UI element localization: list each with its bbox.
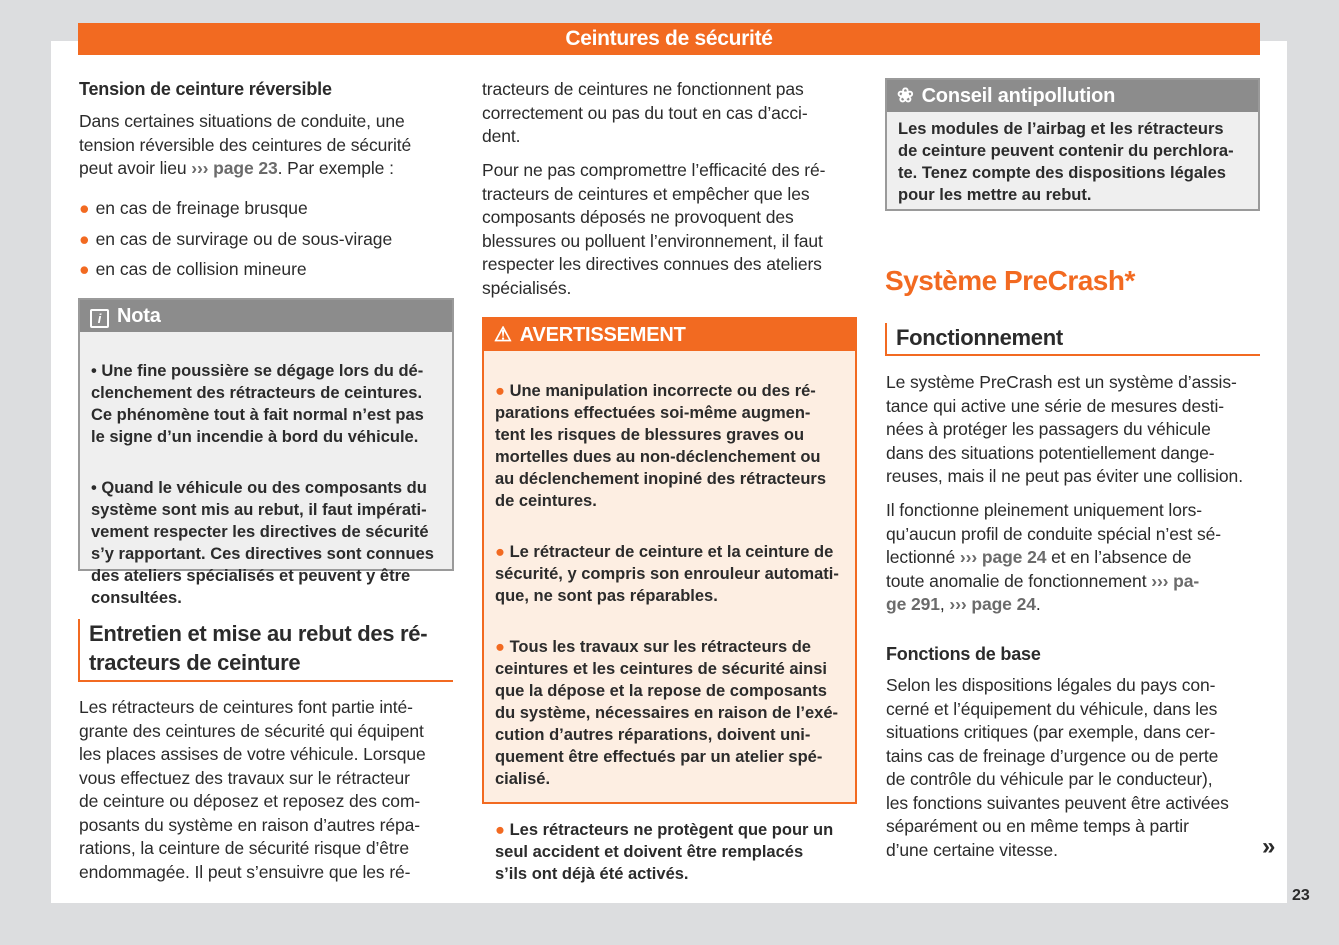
- bullet-icon: ●: [495, 382, 510, 400]
- section-heading-entretien: Entretien et mise au rebut des ré- tracteurs de ceinture: [78, 619, 453, 682]
- warning-header: ⚠ AVERTISSEMENT: [484, 319, 855, 351]
- bullet-item: ● en cas de collision mineure: [79, 259, 307, 279]
- paragraph: [886, 371, 1262, 489]
- conseil-box: [885, 78, 1260, 211]
- text-run: Le système PreCrash est un système d’assis- tance qui active une série de mesures desti- nées à protéger les passagers du véhicule dans des situations potentiellement dange- reuses, mais il ne peut pas éviter une collision.: [886, 372, 1243, 486]
- text-run: Selon les dispositions légales du pays con- cerné et l’équipement du véhicule, dans les situations critiques (par exemple, dans cer- tains cas de freinage d’urgence ou de perte de contrôle du véhicule par le conducteur), les fonctions suivantes peuvent être activées séparément ou en même temps à partir d’une certaine vitesse.: [886, 675, 1229, 860]
- warning-item: ● Une manipulation incorrecte ou des ré- parations effectuées soi-même augmen- tent les risques de blessures graves ou mortelles dues au non-déclenchement ou au déclenchement inopiné des rétracteurs de ceintures.: [495, 382, 827, 510]
- text-run: tracteurs de ceintures ne fonctionnent pas correctement ou pas du tout en cas d’acci- dent.: [482, 79, 808, 146]
- conseil-header: ❀ Conseil antipollution: [887, 80, 1258, 112]
- heading-fonctions-de-base: Fonctions de base: [886, 644, 1041, 664]
- warning-triangle-icon: ⚠: [494, 324, 512, 346]
- page-reference-link[interactable]: ››› pa- ge 291: [886, 570, 1200, 614]
- bullet-icon: ●: [79, 198, 90, 218]
- text-run: . Par exemple :: [277, 158, 394, 178]
- nota-header: i Nota: [80, 300, 452, 332]
- warning-item: ● Le rétracteur de ceinture et la ceinture de sécurité, y compris son enrouleur automati- que, ne sont pas réparables.: [495, 543, 839, 605]
- text-run: et en l’absence de toute anomalie de fonctionnement: [886, 547, 1192, 591]
- bullet-icon: ●: [79, 229, 90, 249]
- text-run: .: [1035, 594, 1041, 614]
- continue-mark: »: [1262, 833, 1276, 860]
- page-reference-link[interactable]: ››› page 23: [191, 158, 278, 178]
- paragraph: [886, 674, 1262, 862]
- warning-box: [482, 317, 857, 883]
- paragraph: [482, 159, 858, 300]
- page-reference-link[interactable]: ››› page 24: [949, 594, 1036, 614]
- conseil-text: Les modules de l’airbag et les rétracteurs de ceinture peuvent contenir du perchlora- te. Tenez compte des dispositions légales pour les mettre au rebut.: [898, 120, 1234, 204]
- flower-icon: ❀: [897, 85, 914, 107]
- bullet-item: ● en cas de survirage ou de sous-virage: [79, 229, 393, 249]
- text-run: Pour ne pas compromettre l’efficacité des ré- tracteurs de ceintures et empêcher que les composants déposés ne provoquent des blessures ou polluent l’environnement, il faut respecter les directives connues des ateliers spécialisés.: [482, 160, 826, 298]
- nota-item: • Une fine poussière se dégage lors du dé- clenchement des rétracteurs de ceintures. Ce phénomène tout à fait normal n’est pas le signe d’un incendie à bord du véhicule.: [91, 362, 424, 446]
- warning-item: ● Tous les travaux sur les rétracteurs de ceintures et les ceintures de sécurité ainsi que la dépose et la repose de composants du système, nécessaires en raison de l’exé- cution d’autres réparations, doivent uni- quement être effectués par un atelier spé- cialisé.: [495, 638, 839, 788]
- nota-item: • Quand le véhicule ou des composants du système sont mis au rebut, il faut impérati- vement respecter les directives de sécurité s’y rapportant. Ces directives sont connues des ateliers spécialisés et peuvent y être consultées.: [91, 479, 434, 607]
- bullet-icon: ●: [495, 638, 510, 656]
- text-run: ,: [939, 594, 950, 614]
- paragraph: [79, 696, 455, 884]
- paragraph: [482, 78, 858, 149]
- text-run: Il fonctionne pleinement uniquement lors- qu’aucun profil de conduite spécial n’est sé- lectionné: [886, 500, 1222, 567]
- section-title-precrash: Système PreCrash*: [885, 265, 1135, 296]
- bullet-item: ● en cas de freinage brusque: [79, 198, 308, 218]
- bullet-icon: ●: [79, 259, 90, 279]
- paragraph: [886, 499, 1262, 617]
- nota-box: [78, 298, 454, 607]
- paragraph: [79, 110, 455, 181]
- chapter-header: Ceintures de sécurité: [78, 23, 1260, 55]
- section-heading-tension: Tension de ceinture réversible: [79, 79, 332, 99]
- info-icon: i: [90, 309, 109, 328]
- warning-item: ● Les rétracteurs ne protègent que pour un seul accident et doivent être remplacés s’ils ont déjà été activés.: [495, 821, 834, 883]
- page-number: 23: [1292, 887, 1310, 904]
- text-run: Les rétracteurs de ceintures font partie inté- grante des ceintures de sécurité qui équipent les places assises de votre véhicule. Lorsque vous effectuez des travaux sur le rétracteur de ceinture ou déposez et reposez des com- posants du système en raison d’autres répa- rations, la ceinture de sécurité risque d’être endommagée. Il peut s’ensuivre que les ré-: [79, 697, 426, 882]
- bullet-icon: ●: [495, 543, 510, 561]
- page-reference-link[interactable]: ››› page 24: [959, 547, 1047, 567]
- text-run: Dans certaines situations de conduite, une tension réversible des ceintures de sécurité peut avoir lieu: [79, 111, 412, 178]
- bullet-icon: ●: [495, 821, 510, 839]
- subheading-fonctionnement: Fonctionnement: [885, 323, 1260, 356]
